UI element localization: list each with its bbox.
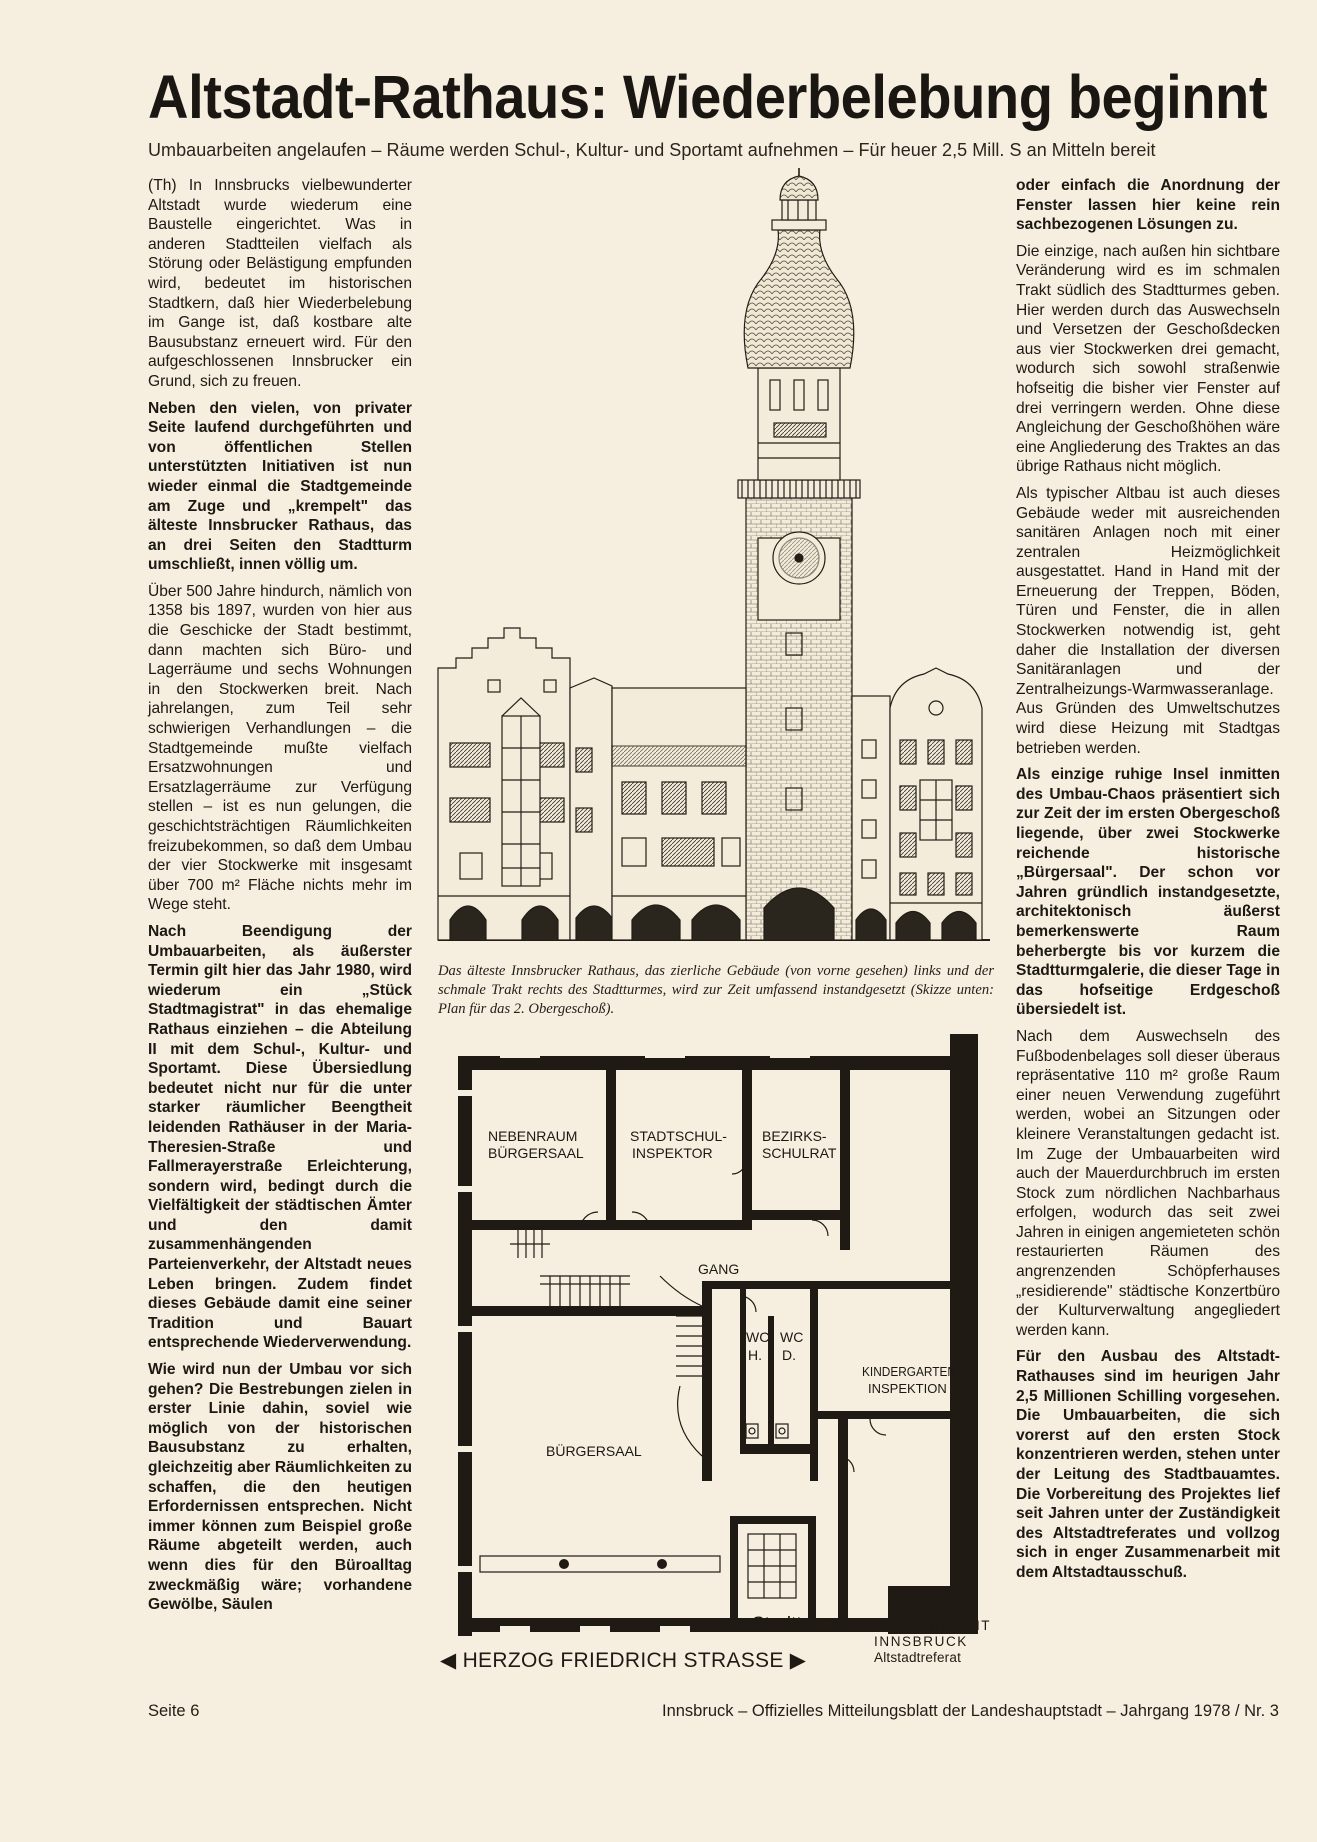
floor-plan-drawing [440,1026,1000,1686]
room-label-nebenraum-2: BÜRGERSAAL [488,1145,584,1161]
figure-caption: Das älteste Innsbrucker Rathaus, das zierliche Gebäude (von vorne gesehen) links und der schmale Trakt rechts des Stadtturmes, wird zur Zeit umfassend instandgesetzt (Skizze unten: Plan für das 2. Obergeschoß). [438,963,994,1017]
subheadline: Umbauarbeiten angelaufen – Räume werden Schul-, Kultur- und Sportamt aufnehmen – Für heuer 2,5 Mill. S an Mitteln bereit [148,140,1156,160]
paragraph: Wie wird nun der Umbau vor sich gehen? Die Bestrebungen zielen in erster Linie dahin, soviel wie möglich von der historischen Bausubstanz zu erhalten, gleichzeitig aber Räumlichkeiten zu schaffen, die den heutigen Erfordernissen entsprechen. Nicht immer können zum Beispiel große Räume abgeteilt werden, auch wenn dies für den Büroalltag zweckmäßig wäre; vorhandene Gewölbe, Säulen [148,1361,412,1614]
room-label-gang: GANG [698,1261,740,1277]
publication-line: Innsbruck – Offizielles Mitteilungsblatt der Landeshauptstadt – Jahrgang 1978 / Nr. 3 [662,1702,1279,1720]
room-label-wc-d: WC [780,1329,804,1345]
left-column [148,176,412,1622]
street-name: HERZOG FRIEDRICH STRASSE [462,1649,784,1672]
room-label-bezirks-2: SCHULRAT [762,1145,837,1161]
paragraph: Für den Ausbau des Altstadt-Rathauses sind im heurigen Jahr 2,5 Millionen Schilling vorgesehen. Die Umbauarbeiten, die sich vorerst auf den ersten Stock konzentrieren werden, stehen unter der Leitung des Stadtbauamtes. Die Vorbereitung des Projektes lief seit Jahren unter der Zuständigkeit des Altstadtreferates und vollzog sich in enger Zusammenarbeit mit dem Altstadtausschuß. [1016,1348,1280,1581]
paragraph: Die einzige, nach außen hin sichtbare Veränderung wird es im schmalen Trakt südlich des Stadtturmes geben. Hier werden durch das Auswechseln und Versetzen der Geschoßdecken aus vier Stockwerken drei gemacht, wodurch sich sowohl straßenwie hofseitig die bisher vier Fenster auf drei verringern werden. Ohne diese Angleichung der Geschoßhöhen wäre eine Angliederung des Traktes an das übrige Rathaus nicht möglich. [1016,242,1280,476]
paragraph: Als einzige ruhige Insel inmitten des Umbau-Chaos präsentiert sich zur Zeit der im ersten Obergeschoß liegende, über zwei Stockwerke reichende historische „Bürgersaal". Der schon vor Jahren gründlich instandgesetzte, architektonisch äußerst bemerkenswerte Raum beherbergte bis vor kurzem die Stadtturmgalerie, die dieser Tage in das hofseitige Erdgeschoß übersiedelt ist. [1016,766,1280,1019]
room-label-wc-h: WC [746,1329,770,1345]
room-label-nebenraum: NEBENRAUM [488,1128,578,1144]
paragraph: Als typischer Altbau ist auch dieses Gebäude weder mit ausreichenden sanitären Anlagen noch mit einer zentralen Heizmöglichkeit ausgestattet. Hand in Hand mit der Erneuerung der Treppen, Böden, Türen und Fenster, die in allen Stockwerken notwendig ist, geht daher die Installation der diversen Sanitäranlagen und der Zentralheizungs-Warmwasseranlage. Aus Gründen des Umweltschutzes wird diese Heizung mit Stadtgas betrieben werden. [1016,484,1280,757]
headline: Altstadt-Rathaus: Wiederbelebung beginnt [148,63,1268,131]
paragraph: Über 500 Jahre hindurch, nämlich von 1358 bis 1897, wurden von hier aus die Geschicke der Stadt bestimmt, dann machten sich Büro- und Lagerräume und sechs Wohnungen in den Stockwerken breit. Nach jahrelangen, zum Teil sehr schwierigen Verhandlungen – die Stadtgemeinde mußte vielfach Ersatzwohnungen und Ersatzlagerräume zur Verfügung stellen – ist es nun gelungen, die geschichtsträchtigen Räumlichkeiten freizubekommen, so daß dem Umbau der vier Stockwerke mit insgesamt über 700 m² Fläche nichts mehr im Wege steht. [148,582,412,914]
room-label-kindergarten: KINDERGARTEN [862,1364,956,1379]
arrow-left-icon: ◀ [440,1649,457,1672]
room-label-stadtschul: STADTSCHUL- [630,1128,727,1144]
room-label-kindergarten-2: INSPEKTION [868,1381,947,1396]
paragraph: oder einfach die Anordnung der Fenster lassen hier keine rein sachbezogenen Lösungen zu. [1016,177,1280,234]
office-line-3: Altstadtreferat [874,1650,962,1665]
room-label-bezirks: BEZIRKS- [762,1128,827,1144]
office-line-2: INNSBRUCK [874,1634,968,1649]
rathaus-elevation-drawing [436,168,992,943]
paragraph: Neben den vielen, von privater Seite laufend durchgeführten und von öffentlichen Stellen unterstützten Initiativen ist nun wieder einmal die Stadtgemeinde am Zuge und „krempelt" das älteste Innsbrucker Rathaus, das an drei Seiten den Stadtturm umschließt, innen völlig um. [148,399,412,574]
arrow-right-icon: ▶ [789,1649,807,1672]
room-label-wc-d-2: D. [782,1347,796,1363]
right-column [1016,176,1280,1590]
paragraph: Nach dem Auswechseln des Fußbodenbelages soll dieser überaus repräsentative 110 m² große Raum einer neuen Verwendung zugeführt werden, wobei an Sitzungen oder kleinere Veranstaltungen gedacht ist. Im Zuge der Umbauarbeiten wird auch der Mauerdurchbruch im ersten Stock zum nördlichen Nachbarhaus erfolgen, wodurch das seit zwei Jahren in einigen angemieteten schön restaurierten Räumen des angrenzenden Schöpferhauses „residierende" städtische Konzertbüro der Kulturverwaltung angegliedert werden kann. [1016,1027,1280,1339]
street-label [440,1648,806,1673]
stadtturm-label: Stadtturm [752,1614,835,1635]
room-label-wc-h-2: H. [748,1347,762,1363]
office-stamp [874,1618,991,1666]
office-line-1: STADTBAUAMT [874,1618,992,1633]
paragraph: (Th) In Innsbrucks vielbewunderter Altstadt wurde wiederum eine Baustelle eingerichtet. Was in anderen Stadtteilen vielfach als Störung oder Belästigung empfunden wird, bedeutet im historischen Stadtkern, daß hier Wiederbelebung im Gange ist, daß kostbare alte Bausubstanz erneuert wird. Für den aufgeschlossenen Innsbrucker ein Grund, sich zu freuen. [148,177,412,390]
page-number: Seite 6 [148,1702,200,1720]
paragraph: Nach Beendigung der Umbauarbeiten, als äußerster Termin gilt hier das Jahr 1980, wird wiederum ein „Stück Stadtmagistrat" in das ehemalige Rathaus einziehen – die Abteilung II mit dem Schul-, Kultur- und Sportamt. Diese Übersiedlung bedeutet nicht nur für die unter starker räumlicher Beengtheit leidenden Rathäuser in der Maria-Theresien-Straße und Fallmerayerstraße Erleichterung, sondern wird, bedingt durch die Vielfältigkeit der städtischen Ämter und den damit zusammenhängenden Parteienverkehr, der Altstadt neues Leben bringen. Zudem findet dieses Gebäude damit eine seiner Tradition und Bauart entsprechende Wiederverwendung. [148,922,412,1352]
room-label-stadtschul-2: INSPEKTOR [632,1145,713,1161]
room-label-buergersaal: BÜRGERSAAL [546,1443,642,1459]
